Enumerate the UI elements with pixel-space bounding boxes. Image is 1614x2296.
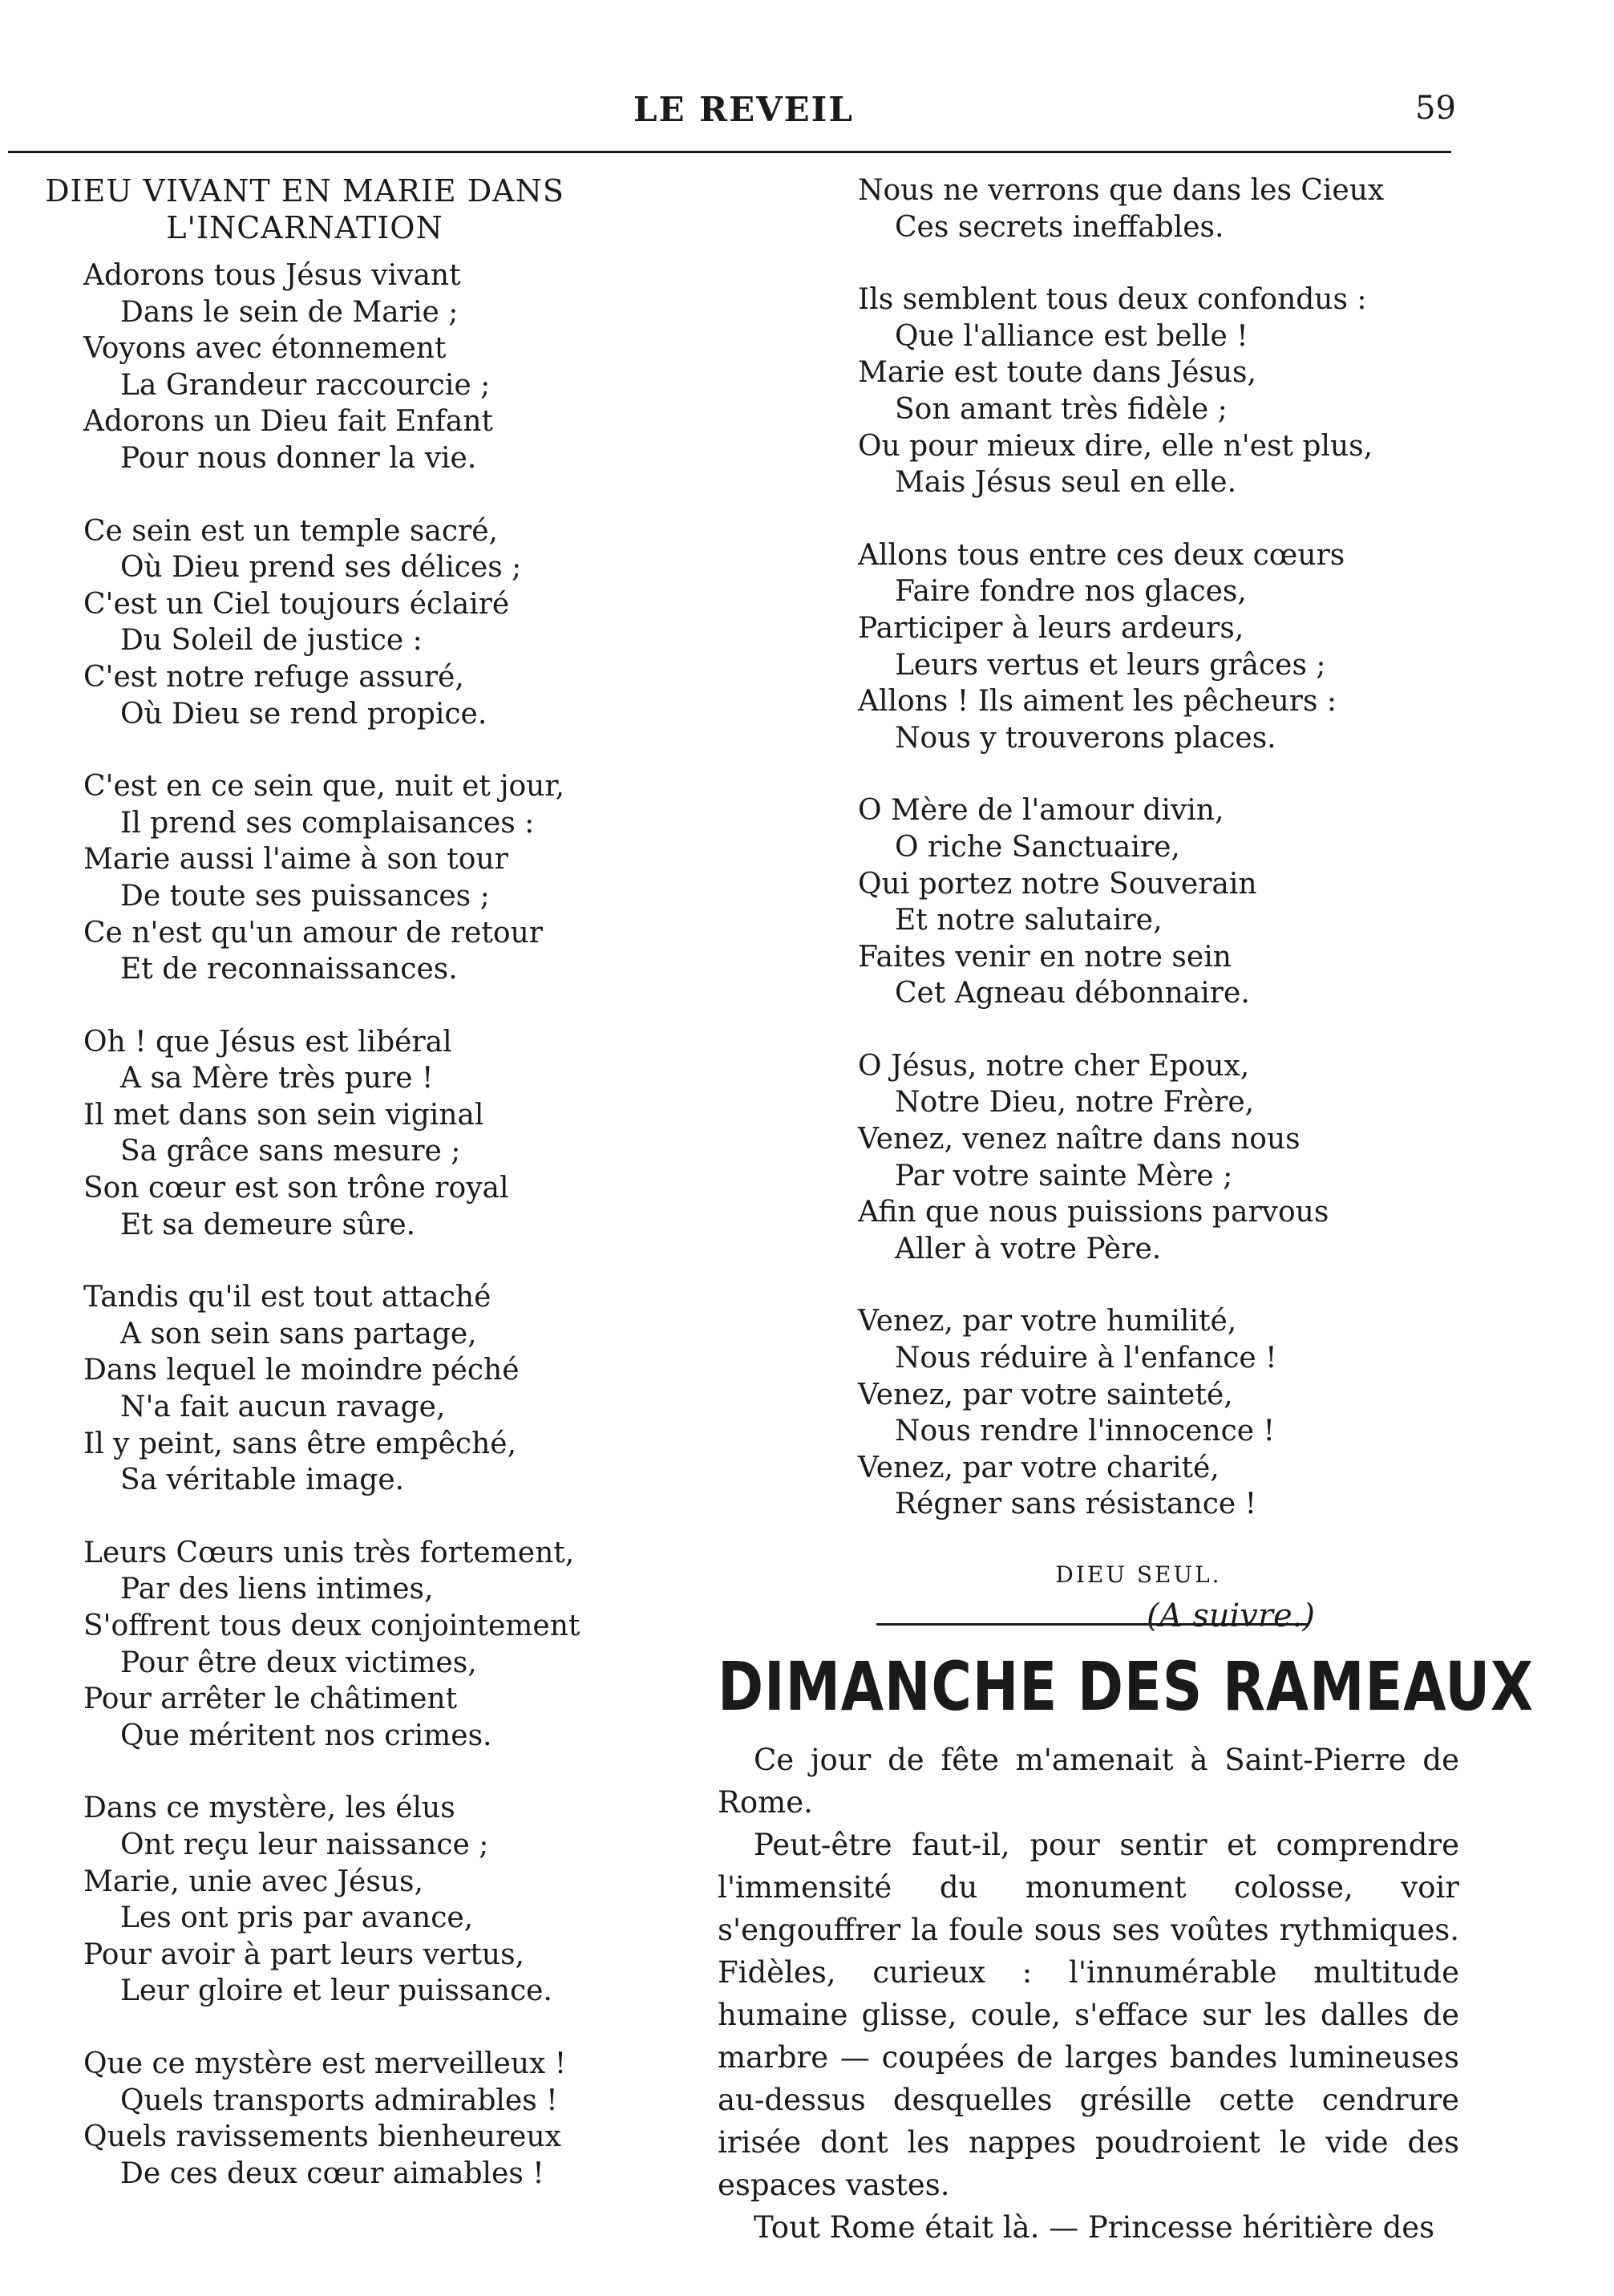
left-stanzas <box>16 257 609 2192</box>
verse-line: Que l'alliance est belle ! <box>895 319 1248 353</box>
verse-line: Et de reconnaissances. <box>120 953 458 986</box>
verse-line: S'offrent tous deux conjointement <box>83 1610 580 1642</box>
left-column <box>16 172 609 2228</box>
verse-line: Ils semblent tous deux confondus : <box>858 283 1367 317</box>
verse-line: Afin que nous puissions parvous <box>858 1196 1329 1229</box>
stanza <box>858 1048 1451 1268</box>
verse-line: Notre Dieu, notre Frère, <box>895 1086 1255 1120</box>
verse-line: Qui portez notre Souverain <box>858 867 1257 901</box>
stanza <box>16 513 609 733</box>
verse-line: Nous y trouverons places. <box>895 721 1276 755</box>
verse-line: Venez, par votre humilité, <box>858 1305 1237 1338</box>
stanza <box>858 792 1451 1012</box>
author-signature: DIEU SEUL. <box>1055 1561 1222 1588</box>
stanza <box>16 1024 609 1244</box>
verse-line: Il met dans son sein viginal <box>83 1098 484 1132</box>
article-paragraph: Peut-être faut-il, pour sentir et comprendre l'immensité du monument colosse, voir s'engouffrer la foule sous ses voûtes rythmiques. Fidèles, curieux : l'innumérable multitude humaine glisse, coule, s'efface sur les dalles de marbre — coupées de larges bandes lumineuses au-dessus desquelles grésille cette cendrure irisée dont les nappes poudroient le vide des espaces vastes. <box>718 1828 1459 2202</box>
verse-line: Adorons un Dieu fait Enfant <box>83 405 493 439</box>
verse-line: Ou pour mieux dire, elle n'est plus, <box>858 429 1373 463</box>
right-stanzas <box>858 172 1451 1523</box>
stanza <box>16 1279 609 1499</box>
stanza <box>16 257 609 477</box>
verse-line: Marie aussi l'aime à son tour <box>83 843 508 877</box>
verse-line: Pour arrêter le châtiment <box>83 1683 458 1716</box>
verse-line: Par votre sainte Mère ; <box>895 1159 1233 1193</box>
verse-line: Aller à votre Père. <box>895 1232 1162 1265</box>
verse-line: Oh ! que Jésus est libéral <box>83 1025 452 1059</box>
article-body <box>718 1739 1459 2249</box>
verse-line: Du Soleil de justice : <box>120 624 423 658</box>
verse-line: Les ont pris par avance, <box>120 1901 474 1935</box>
verse-line: Dans ce mystère, les élus <box>83 1792 455 1825</box>
verse-line: Marie est toute dans Jésus, <box>858 356 1256 390</box>
poem-title-line: L'INCARNATION <box>166 210 443 245</box>
verse-line: Faire fondre nos glaces, <box>895 575 1247 609</box>
section-rule <box>876 1623 1309 1626</box>
verse-line: Son cœur est son trône royal <box>83 1172 509 1205</box>
article-paragraph: Ce jour de fête m'amenait à Saint-Pierre de Rome. <box>718 1743 1459 1820</box>
verse-line: A son sein sans partage, <box>120 1317 477 1350</box>
verse-line: Régner sans résistance ! <box>895 1488 1257 1521</box>
verse-line: Faites venir en notre sein <box>858 940 1232 974</box>
verse-line: Et notre salutaire, <box>895 904 1163 937</box>
stanza <box>16 768 609 988</box>
to-be-continued: (A suivre.) <box>1147 1597 1315 1634</box>
verse-line: C'est un Ciel toujours éclairé <box>83 587 510 621</box>
stanza <box>858 281 1451 501</box>
verse-line: Leur gloire et leur puissance. <box>120 1974 552 2008</box>
verse-line: De ces deux cœur aimables ! <box>120 2156 544 2190</box>
verse-line: O riche Sanctuaire, <box>895 830 1180 864</box>
verse-line: C'est en ce sein que, nuit et jour, <box>83 770 565 804</box>
stanza <box>16 1790 609 2010</box>
poem-title <box>16 172 609 246</box>
stanza <box>858 172 1451 245</box>
verse-line: A sa Mère très pure ! <box>120 1062 434 1095</box>
verse-line: Par des liens intimes, <box>120 1573 434 1606</box>
page-number: 59 <box>1415 90 1456 127</box>
verse-line: Ce n'est qu'un amour de retour <box>83 916 543 950</box>
stanza <box>16 2046 609 2192</box>
verse-line: La Grandeur raccourcie ; <box>120 368 491 402</box>
running-title: LE REVEIL <box>633 90 854 129</box>
stanza <box>858 1303 1451 1523</box>
verse-line: O Jésus, notre cher Epoux, <box>858 1049 1250 1083</box>
verse-line: Adorons tous Jésus vivant <box>83 259 461 292</box>
verse-line: Pour être deux victimes, <box>120 1646 477 1679</box>
verse-line: Dans le sein de Marie ; <box>120 295 459 329</box>
verse-line: Allons ! Ils aiment les pêcheurs : <box>858 685 1337 719</box>
verse-line: Son amant très fidèle ; <box>895 392 1228 426</box>
verse-line: Il prend ses complaisances : <box>120 806 535 840</box>
verse-line: Sa grâce sans mesure ; <box>120 1135 461 1168</box>
verse-line: Nous ne verrons que dans les Cieux <box>858 174 1385 207</box>
verse-line: Sa véritable image. <box>120 1464 405 1497</box>
verse-line: Et sa demeure sûre. <box>120 1208 416 1241</box>
header-rule <box>8 151 1451 153</box>
verse-line: Que méritent nos crimes. <box>120 1719 492 1752</box>
verse-line: O Mère de l'amour divin, <box>858 794 1224 828</box>
running-header <box>0 90 1614 138</box>
verse-line: Quels ravissements bienheureux <box>83 2120 561 2154</box>
stanza <box>16 1535 609 1755</box>
verse-line: Où Dieu prend ses délices ; <box>120 551 522 585</box>
verse-line: Pour avoir à part leurs vertus, <box>83 1938 525 1971</box>
verse-line: Marie, unie avec Jésus, <box>83 1865 423 1898</box>
verse-line: Ces secrets ineffables. <box>895 210 1224 244</box>
stanza <box>858 537 1451 757</box>
verse-line: Que ce mystère est merveilleux ! <box>83 2047 567 2080</box>
poem-title-line: DIEU VIVANT EN MARIE DANS <box>45 173 564 209</box>
verse-line: Leurs Cœurs unis très fortement, <box>83 1536 575 1569</box>
verse-line: Où Dieu se rend propice. <box>120 697 487 731</box>
verse-line: Venez, par votre charité, <box>858 1451 1220 1484</box>
article-headline: DIMANCHE DES RAMEAUX <box>718 1647 1534 1726</box>
verse-line: Nous réduire à l'enfance ! <box>895 1342 1277 1375</box>
verse-line: Venez, venez naître dans nous <box>858 1123 1301 1156</box>
verse-line: Mais Jésus seul en elle. <box>895 466 1237 500</box>
verse-line: Dans lequel le moindre péché <box>83 1354 520 1387</box>
verse-line: Venez, par votre sainteté, <box>858 1378 1233 1411</box>
verse-line: Ce sein est un temple sacré, <box>83 514 498 548</box>
verse-line: De toute ses puissances ; <box>120 879 490 913</box>
verse-line: C'est notre refuge assuré, <box>83 660 464 694</box>
verse-line: Il y peint, sans être empêché, <box>83 1427 517 1460</box>
verse-line: Cet Agneau débonnaire. <box>895 977 1250 1010</box>
verse-line: Voyons avec étonnement <box>83 332 447 366</box>
verse-line: N'a fait aucun ravage, <box>120 1391 446 1424</box>
verse-line: Nous rendre l'innocence ! <box>895 1415 1275 1448</box>
verse-line: Participer à leurs ardeurs, <box>858 611 1244 645</box>
article-paragraph: Tout Rome était là. — Princesse héritière des <box>754 2210 1435 2245</box>
verse-line: Ont reçu leur naissance ; <box>120 1828 489 1861</box>
verse-line: Tandis qu'il est tout attaché <box>83 1281 491 1314</box>
verse-line: Quels transports admirables ! <box>120 2083 558 2117</box>
right-column <box>858 172 1451 1636</box>
verse-line: Allons tous entre ces deux cœurs <box>858 538 1345 572</box>
verse-line: Leurs vertus et leurs grâces ; <box>895 648 1326 682</box>
verse-line: Pour nous donner la vie. <box>120 441 477 475</box>
